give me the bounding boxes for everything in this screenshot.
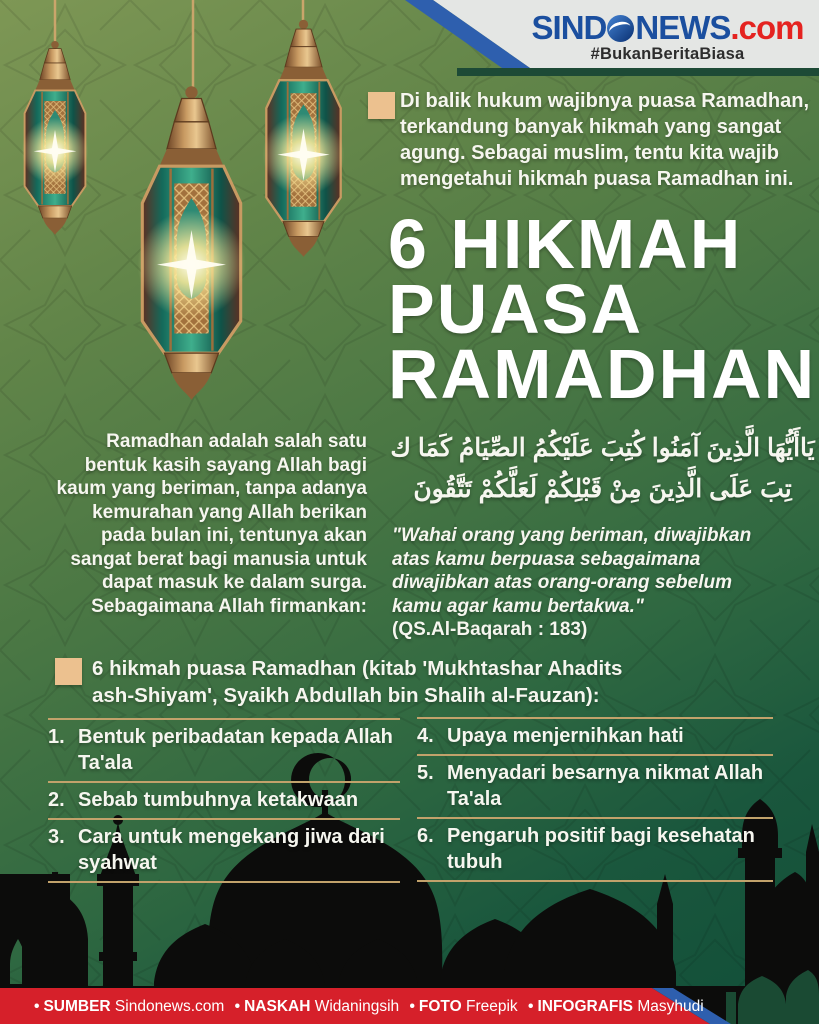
arabic-line-1: يَاأَيُّهَا الَّذِينَ آمَنُوا كُتِبَ عَلَيْكُمُ الصِّيَامُ كَمَا ك xyxy=(390,434,815,462)
logo-text-sind: SIND xyxy=(531,9,607,46)
item-text: Sebab tumbuhnya ketakwaan xyxy=(78,789,359,811)
item-number: 2. xyxy=(48,789,65,811)
lantern-icon xyxy=(137,86,245,400)
list-item xyxy=(48,781,400,818)
logo-text-news: NEWS xyxy=(635,9,731,46)
lantern-icon xyxy=(263,20,345,257)
hikmah-list-left xyxy=(48,718,400,883)
credit-sumber: • SUMBER Sindonews.com xyxy=(34,998,225,1015)
credit-infografis: • INFOGRAFIS Masyhudi xyxy=(528,998,704,1015)
item-number: 5. xyxy=(417,762,434,784)
intro-paragraph: Di balik hukum wajibnya puasa Ramadhan, terkandung banyak hikmah yang sangat agung. Sebagai muslim, tentu kita wajib mengetahui hikmah puasa Ramadhan ini. xyxy=(400,90,809,190)
title-line-3: RAMADHAN xyxy=(388,335,817,413)
credit-naskah: • NASKAH Widaningsih xyxy=(234,998,400,1015)
header-underline xyxy=(457,68,819,76)
item-text: Cara untuk mengekang jiwa dari syahwat xyxy=(78,826,385,874)
credit-foto: • FOTO Freepik xyxy=(409,998,518,1015)
logo-tagline: #BukanBeritaBiasa xyxy=(590,45,745,63)
logo-text-com: .com xyxy=(730,9,804,46)
item-number: 3. xyxy=(48,826,65,848)
title-line-1: 6 HIKMAH xyxy=(388,205,743,283)
globe-icon xyxy=(607,15,634,42)
arabic-verse xyxy=(390,428,815,510)
item-text: Menyadari besarnya nikmat Allah Ta'ala xyxy=(447,762,764,810)
left-paragraph: Ramadhan adalah salah satu bentuk kasih sayang Allah bagi kaum yang beriman, tanpa adanya kemurahan yang Allah berikan pada bulan ini, tentunya akan sangat berat bagi manusia untuk dapat masuk ke dalam surga. Sebagaimana Allah firmankan: xyxy=(56,431,367,617)
item-text: Upaya menjernihkan hati xyxy=(447,725,684,747)
list-item xyxy=(48,818,400,881)
heading-bullet-square xyxy=(55,658,82,685)
list-item xyxy=(417,817,773,880)
intro-bullet-square xyxy=(368,92,395,119)
hikmah-list-right xyxy=(417,717,773,882)
item-text: Bentuk peribadatan kepada Allah Ta'ala xyxy=(78,726,393,774)
title-line-2: PUASA xyxy=(388,270,644,348)
list-item xyxy=(417,717,773,754)
item-number: 4. xyxy=(417,725,434,747)
item-number: 6. xyxy=(417,825,434,847)
item-number: 1. xyxy=(48,726,65,748)
list-item xyxy=(48,718,400,781)
lantern-strings xyxy=(55,0,303,94)
verse-reference: (QS.Al-Baqarah : 183) xyxy=(392,619,588,640)
page-title xyxy=(388,205,817,413)
verse-translation-block xyxy=(392,524,772,642)
arabic-line-2: تِبَ عَلَى الَّذِينَ مِنْ قَبْلِكُمْ لَعَلَّكُمْ تَتَّقُونَ xyxy=(413,475,792,503)
lantern-icon xyxy=(22,41,89,235)
item-text: Pengaruh positif bagi kesehatan tubuh xyxy=(447,825,755,873)
list-heading: 6 hikmah puasa Ramadhan (kitab 'Mukhtashar Ahadits ash-Shiyam', Syaikh Abdullah bin Shalih al-Fauzan): xyxy=(92,657,623,707)
footer-credits xyxy=(34,998,710,1016)
list-item xyxy=(417,754,773,817)
verse-translation: "Wahai orang yang beriman, diwajibkan atas kamu berpuasa sebagaimana diwajibkan atas orang-orang sebelum kamu agar kamu bertakwa." xyxy=(392,525,752,617)
sindonews-logo xyxy=(520,9,815,47)
